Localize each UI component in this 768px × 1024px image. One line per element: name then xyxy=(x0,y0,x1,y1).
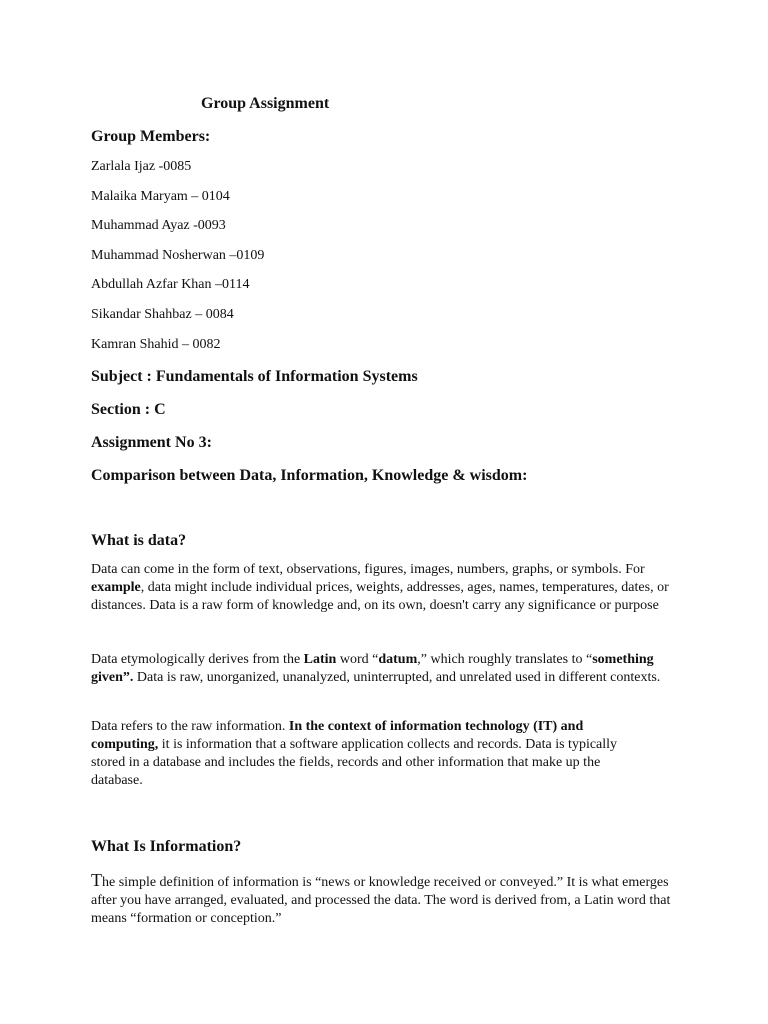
members-heading: Group Members: xyxy=(91,128,211,145)
member-item: Kamran Shahid – 0082 xyxy=(91,337,221,352)
data-paragraph-2: Data etymologically derives from the Latin word “datum,” which roughly translates to “something given”. Data is raw, unorganized, unanalyzed, uninterrupted, and unrelated used in different contexts. xyxy=(91,652,661,685)
member-item: Muhammad Ayaz -0093 xyxy=(91,218,226,233)
data-section-heading: What is data? xyxy=(91,532,187,549)
data-paragraph-3: Data refers to the raw information. In the context of information technology (IT) and computing, it is information that a software application collects and records. Data is typically stored in a database and includes the fields, records and other information that make up the database. xyxy=(91,719,618,788)
member-item: Muhammad Nosherwan –0109 xyxy=(91,248,265,263)
member-item: Abdullah Azfar Khan –0114 xyxy=(91,277,250,292)
comparison-heading: Comparison between Data, Information, Knowledge & wisdom: xyxy=(91,467,528,484)
subject-line: Subject : Fundamentals of Information Systems xyxy=(91,368,418,385)
member-item: Malaika Maryam – 0104 xyxy=(91,189,230,204)
assignment-line: Assignment No 3: xyxy=(91,434,212,451)
document-title: Group Assignment xyxy=(201,95,330,112)
information-section-heading: What Is Information? xyxy=(91,838,242,855)
data-paragraph-1: Data can come in the form of text, observations, figures, images, numbers, graphs, or symbols. For example, data might include individual prices, weights, addresses, ages, names, temperatures, dates, or distances. Data is a raw form of knowledge and, on its own, doesn't carry any significance or purpose xyxy=(91,562,669,613)
member-item: Zarlala Ijaz -0085 xyxy=(91,159,192,174)
information-paragraph-1: The simple definition of information is “news or knowledge received or conveyed.” It is what emerges after you have arranged, evaluated, and processed the data. The word is derived from, a Latin word that means “formation or conception.” xyxy=(91,870,671,926)
section-line: Section : C xyxy=(91,401,166,418)
member-item: Sikandar Shahbaz – 0084 xyxy=(91,307,234,322)
